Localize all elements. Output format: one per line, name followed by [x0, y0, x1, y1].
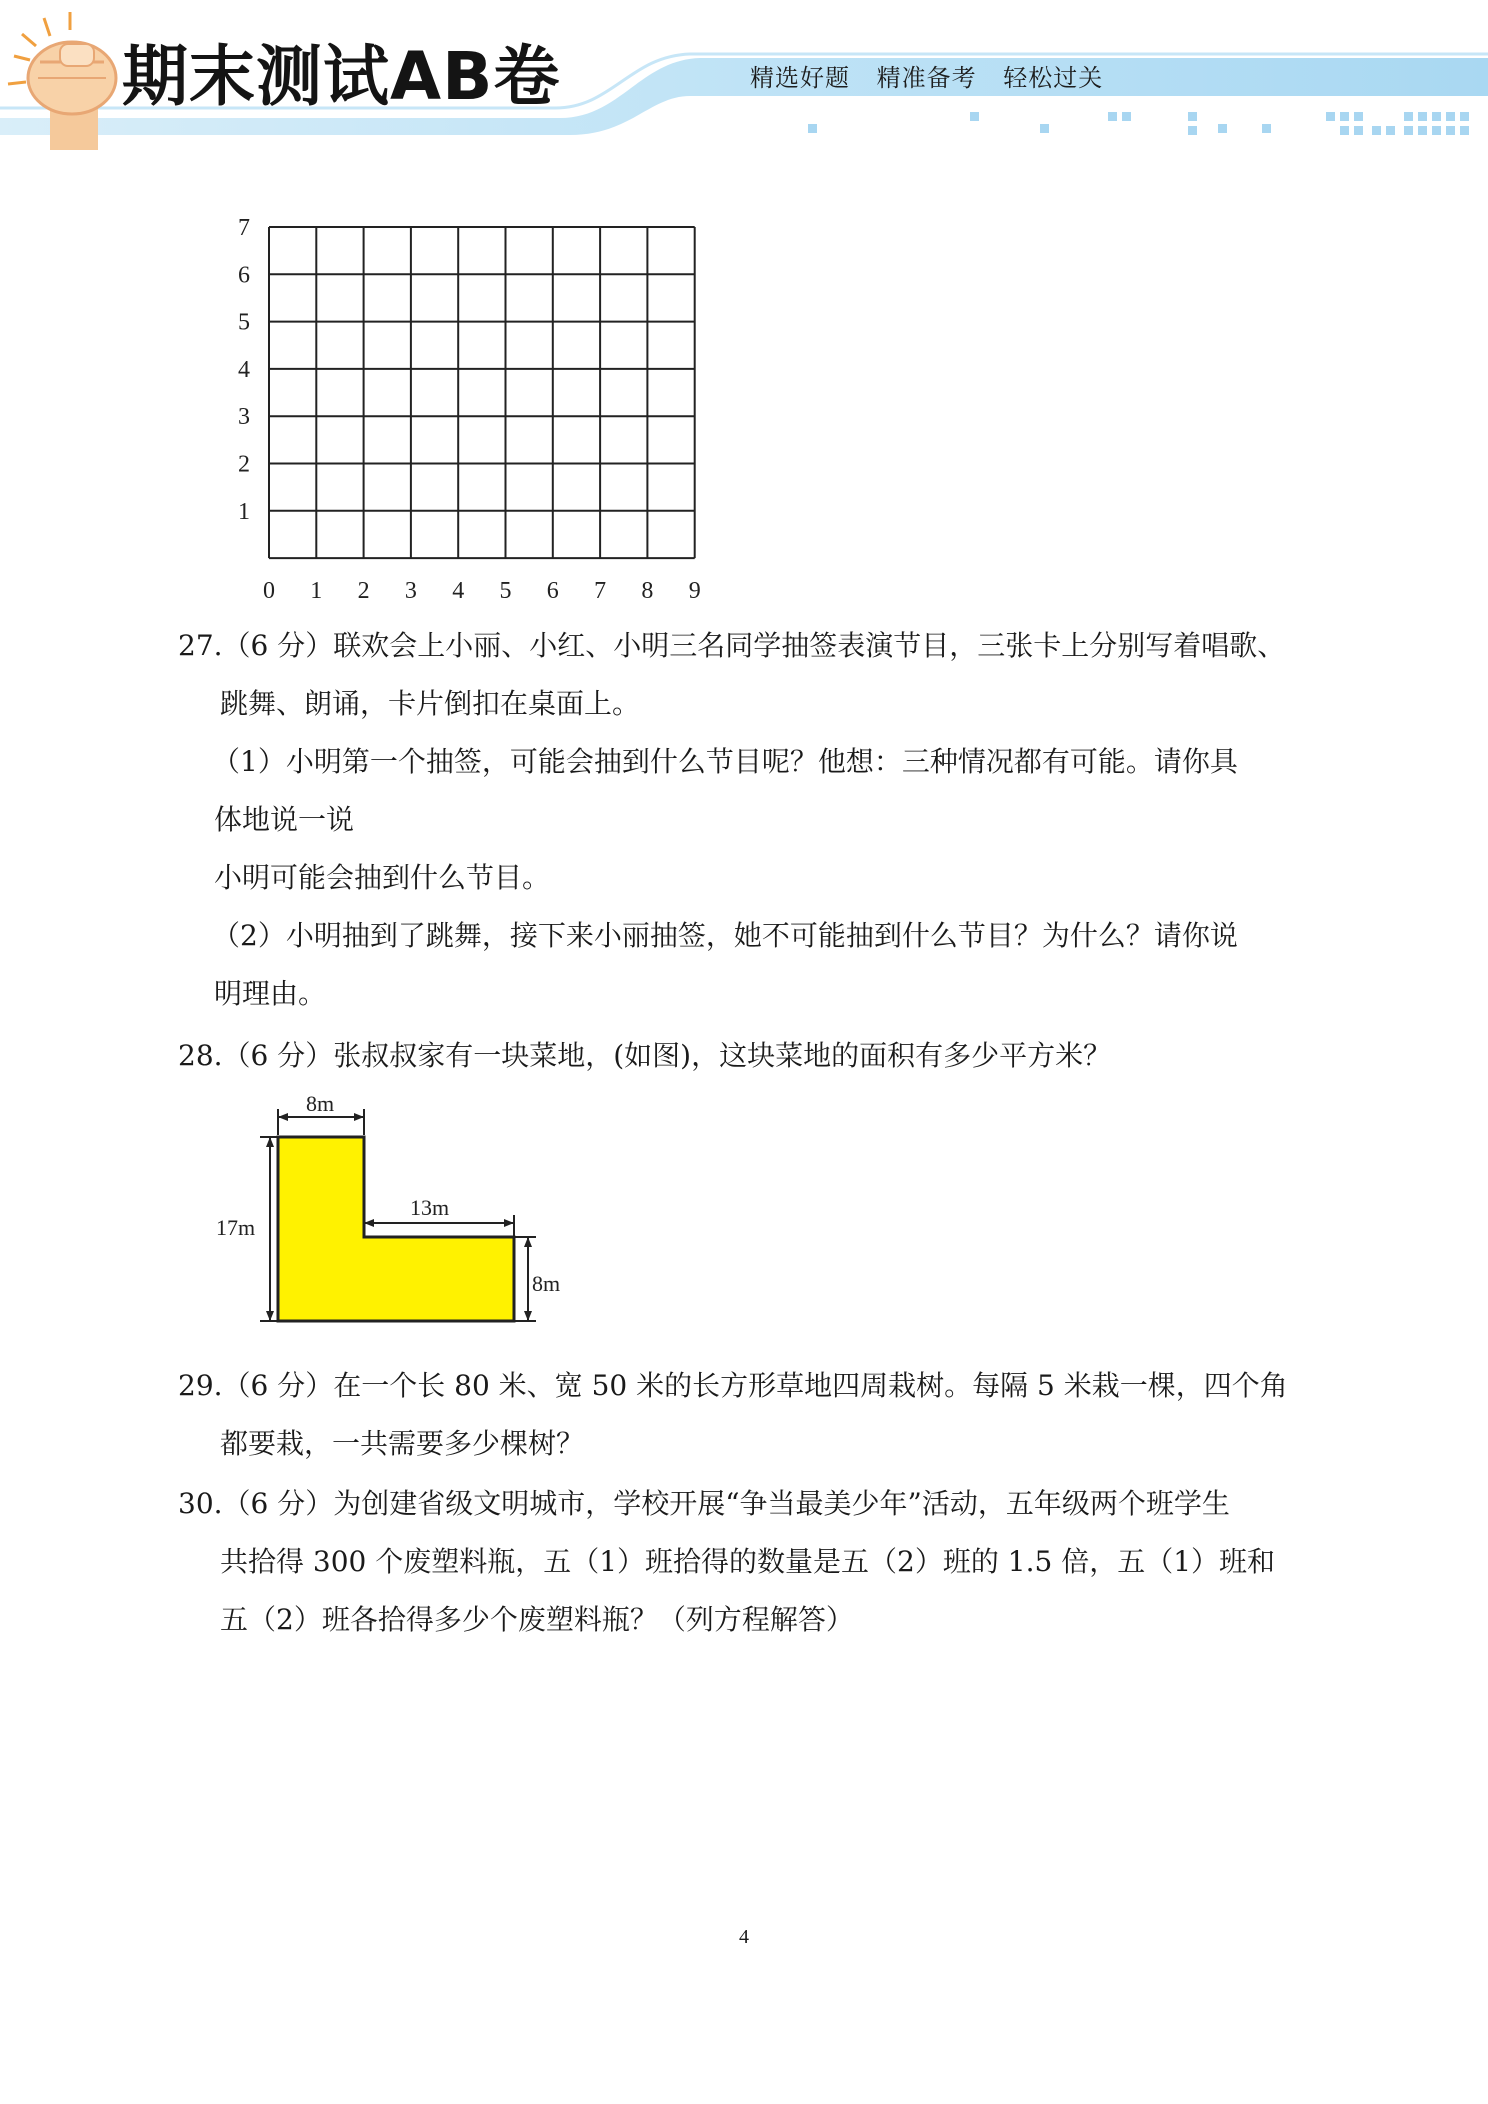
q29-line: 29.（6 分）在一个长 80 米、宽 50 米的长方形草地四周栽树。每隔 5 米栽一棵，四个角: [178, 1369, 1288, 1402]
coordinate-grid: [210, 205, 710, 605]
header-slogan: 精选好题 精准备考 轻松过关: [750, 64, 1104, 92]
q27-line: 跳舞、朗诵，卡片倒扣在桌面上。: [220, 687, 641, 720]
grid-x-label: 5: [499, 578, 512, 605]
grid-y-label: 3: [238, 404, 250, 431]
grid-x-label: 6: [546, 578, 559, 605]
grid-x-label: 4: [452, 578, 465, 605]
grid-y-label: 2: [238, 451, 250, 478]
label-top: 8m: [306, 1095, 335, 1116]
grid-y-label: 1: [238, 498, 250, 525]
page-header: [0, 0, 1488, 150]
grid-x-label: 2: [357, 578, 370, 605]
garden-shape: [278, 1137, 514, 1321]
label-left: 17m: [216, 1215, 256, 1240]
label-right: 8m: [532, 1271, 561, 1296]
q30-line: 共拾得 300 个废塑料瓶，五（1）班拾得的数量是五（2）班的 1.5 倍，五（1）班和: [220, 1545, 1276, 1578]
grid-y-label: 6: [238, 262, 250, 289]
page-number: 4: [739, 1926, 749, 1948]
grid-x-label: 3: [404, 578, 417, 605]
grid-x-label: 9: [688, 578, 701, 605]
q29-line: 都要栽，一共需要多少棵树？: [220, 1427, 585, 1460]
q27-line: （2）小明抽到了跳舞，接下来小丽抽签，她不可能抽到什么节目？为什么？请你说: [212, 919, 1238, 952]
grid-x-label: 0: [263, 578, 275, 605]
label-middle: 13m: [410, 1195, 450, 1220]
q27-line: 明理由。: [214, 977, 327, 1010]
question-28: 28.（6 分）张叔叔家有一块菜地，(如图)，这块菜地的面积有多少平方米？: [178, 1039, 1112, 1072]
grid-y-label: 7: [238, 215, 250, 241]
exam-title: 期末测试AB卷: [122, 38, 561, 115]
grid-y-label: 4: [238, 356, 250, 383]
grid-x-label: 8: [641, 578, 654, 605]
grid-y-label: 5: [238, 309, 250, 336]
q27-line: 小明可能会抽到什么节目。: [214, 861, 551, 894]
l-shaped-garden-figure: [210, 1095, 590, 1335]
grid-x-label: 7: [594, 578, 607, 605]
grid-x-label: 1: [310, 578, 323, 605]
q27-line: 体地说一说: [214, 803, 355, 836]
q30-line: 五（2）班各拾得多少个废塑料瓶？（列方程解答）: [220, 1603, 854, 1636]
q27-line: （1）小明第一个抽签，可能会抽到什么节目呢？他想：三种情况都有可能。请你具: [212, 745, 1238, 778]
q30-line: 30.（6 分）为创建省级文明城市，学校开展“争当最美少年”活动，五年级两个班学生: [178, 1487, 1230, 1520]
q27-line: 27.（6 分）联欢会上小丽、小红、小明三名同学抽签表演节目，三张卡上分别写着唱歌、: [178, 629, 1286, 662]
